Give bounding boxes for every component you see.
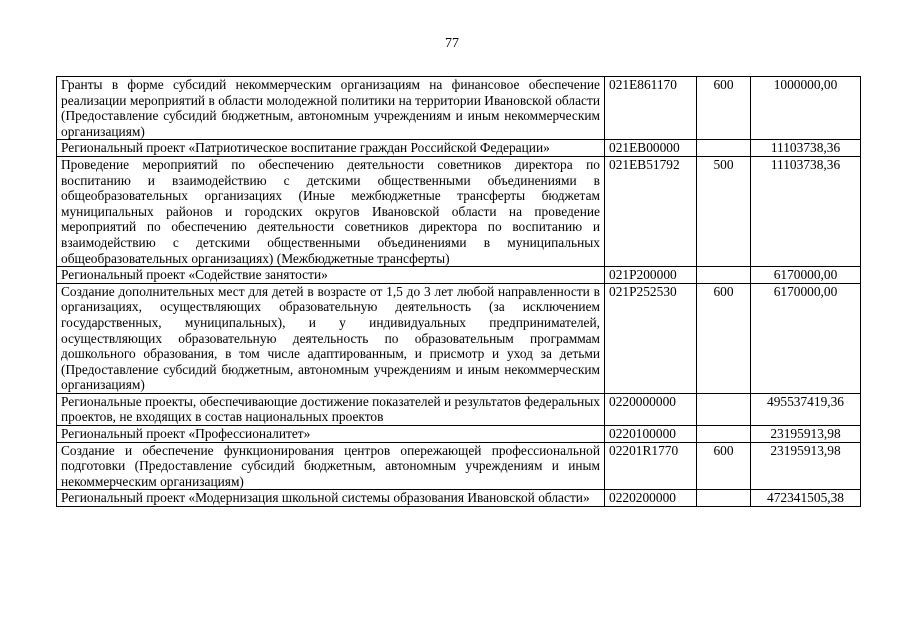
row-expense-type: 600 bbox=[697, 77, 751, 140]
row-expense-type bbox=[697, 426, 751, 443]
row-expense-type: 600 bbox=[697, 442, 751, 490]
row-amount: 11103738,36 bbox=[751, 156, 861, 266]
row-name: Региональный проект «Профессионалитет» bbox=[57, 426, 605, 443]
row-expense-type bbox=[697, 490, 751, 507]
table-row bbox=[57, 426, 861, 443]
table-row bbox=[57, 490, 861, 507]
row-name: Создание и обеспечение функционирования центров опережающей профессиональной подготовки (Предоставление субсидий бюджетным, автономным учреждениям и иным некоммерческим организациям) bbox=[57, 442, 605, 490]
budget-table bbox=[56, 76, 861, 507]
row-target-code: 0220000000 bbox=[605, 393, 697, 425]
row-amount: 472341505,38 bbox=[751, 490, 861, 507]
row-amount: 23195913,98 bbox=[751, 442, 861, 490]
table-row bbox=[57, 267, 861, 284]
row-target-code: 0220200000 bbox=[605, 490, 697, 507]
row-target-code: 021E861170 bbox=[605, 77, 697, 140]
table-row bbox=[57, 442, 861, 490]
row-expense-type bbox=[697, 393, 751, 425]
row-target-code: 021P252530 bbox=[605, 283, 697, 393]
table-row bbox=[57, 140, 861, 157]
row-name: Региональный проект «Содействие занятости» bbox=[57, 267, 605, 284]
row-target-code: 021EB51792 bbox=[605, 156, 697, 266]
row-target-code: 0220100000 bbox=[605, 426, 697, 443]
row-amount: 1000000,00 bbox=[751, 77, 861, 140]
row-amount: 11103738,36 bbox=[751, 140, 861, 157]
page-number: 77 bbox=[445, 36, 459, 51]
row-amount: 23195913,98 bbox=[751, 426, 861, 443]
table-row bbox=[57, 283, 861, 393]
row-expense-type bbox=[697, 140, 751, 157]
table-row bbox=[57, 77, 861, 140]
table-row bbox=[57, 156, 861, 266]
row-name: Региональный проект «Патриотическое воспитание граждан Российской Федерации» bbox=[57, 140, 605, 157]
row-amount: 6170000,00 bbox=[751, 267, 861, 284]
row-expense-type: 600 bbox=[697, 283, 751, 393]
row-amount: 495537419,36 bbox=[751, 393, 861, 425]
row-name: Региональный проект «Модернизация школьной системы образования Ивановской области» bbox=[57, 490, 605, 507]
row-target-code: 021P200000 bbox=[605, 267, 697, 284]
row-name: Проведение мероприятий по обеспечению деятельности советников директора по воспитанию и взаимодействию с детскими общественными объединениями в общеобразовательных организациях (Иные межбюджетные трансферты бюджетам муниципальных районов и городских округов Ивановской области на проведение мероприятий по обеспечению деятельности советников директора по воспитанию и взаимодействию с детскими общественными объединениями в муниципальных общеобразовательных организациях) (Межбюджетные трансферты) bbox=[57, 156, 605, 266]
row-expense-type: 500 bbox=[697, 156, 751, 266]
row-expense-type bbox=[697, 267, 751, 284]
row-name: Региональные проекты, обеспечивающие достижение показателей и результатов федеральных проектов, не входящих в состав национальных проектов bbox=[57, 393, 605, 425]
row-target-code: 021EB00000 bbox=[605, 140, 697, 157]
row-amount: 6170000,00 bbox=[751, 283, 861, 393]
row-target-code: 02201R1770 bbox=[605, 442, 697, 490]
row-name: Создание дополнительных мест для детей в возрасте от 1,5 до 3 лет любой направленности в организациях, осуществляющих образовательную деятельность (за исключением государственных, муниципальных), и у индивидуальных предпринимателей, осуществляющих образовательную деятельность по образовательным программам дошкольного образования, в том числе адаптированным, и присмотр и уход за детьми (Предоставление субсидий бюджетным, автономным учреждениям и иным некоммерческим организациям) bbox=[57, 283, 605, 393]
row-name: Гранты в форме субсидий некоммерческим организациям на финансовое обеспечение реализации мероприятий в области молодежной политики на территории Ивановской области (Предоставление субсидий бюджетным, автономным учреждениям и иным некоммерческим организациям) bbox=[57, 77, 605, 140]
table-row bbox=[57, 393, 861, 425]
